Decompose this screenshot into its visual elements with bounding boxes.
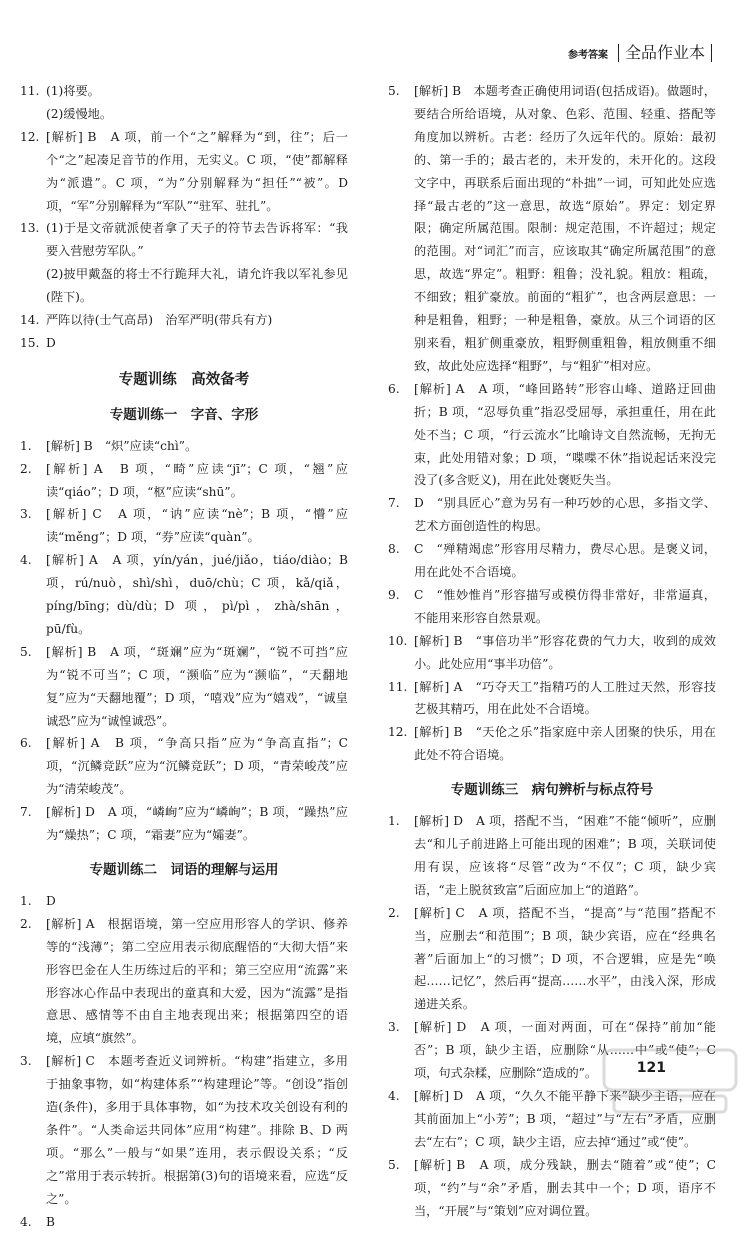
item-text: [解析] A A 项，yín/yán，jué/jiǎo，tiáo/diào；B 项，rú/nuò，shì/shì，duō/chù；C 项，kǎ/qiǎ，píng/bīng；dù/dù；D 项，pì/pì，zhà/shān，pū/fù。	[46, 553, 348, 636]
section-heading: 专题训练一 字音、字形	[109, 406, 259, 423]
item-number: 11.	[20, 84, 40, 98]
item-text: [解析] D A 项，“久久不能平静下来”缺少主语，应在其前面加上“小芳”；B 项，“超过”与“左右”矛盾，应删去“左右”；C 项，缺少主语，应去掉“通过”或“使”。	[414, 1088, 716, 1149]
item-text: (2)披甲戴盔的将士不行跪拜大礼，请允许我以军礼参见(陛下)。	[46, 267, 348, 305]
item-text: [解析] B A 项，“斑斓”应为“斑斓”，“锐不可挡”应为“锐不可当”；C 项，“濒临”应为“濒临”，“天翻地复”应为“天翻地覆”；D 项，“嘻戏”应为“嬉戏”，“诚皇诚恐”应为“诚惶诚恐”。	[46, 644, 348, 728]
item-number: 13.	[20, 221, 40, 236]
answer-item	[388, 721, 716, 767]
item-number: 9.	[388, 587, 400, 602]
answer-item	[20, 103, 348, 126]
answer-item	[20, 890, 348, 913]
item-text: D	[46, 893, 56, 908]
item-number: 15.	[20, 335, 40, 350]
item-number: 1.	[388, 814, 400, 829]
left-column	[20, 80, 348, 1234]
section-heading: 专题训练二 词语的理解与运用	[89, 862, 279, 878]
item-text: C “殚精竭虑”形容用尽精力，费尽心思。是褒义词，用在此处不合语境。	[414, 542, 716, 580]
item-number: 3.	[388, 1020, 400, 1035]
item-number: 10.	[388, 633, 408, 648]
answer-item	[388, 630, 716, 676]
item-number: 6.	[388, 381, 400, 396]
item-text: [解析] B 本题考查正确使用词语(包括成语)。做题时，要结合所给语境，从对象、色彩、范围、轻重、搭配等角度加以辨析。古老：经历了久远年代的。原始：最初的、第一手的；最古老的，未开发的，未开化的。这段文字中，再联系后面出现的“朴拙”一词，可知此处应选择“最古老的”这一意思，故选“原始”。界定：划定界限；确定所属范围。限制：规定范围，不许超过；规定的范围。对“词汇”而言，应该取其“确定所属范围”的意思，故选“界定”。粗野：粗鲁；没礼貌。粗放：粗疏，不细致；粗犷豪放。前面的“粗犷”，也含两层意思：一种是粗鲁，粗野；一种是粗鲁，豪放。从三个词语的区别来看，粗犷侧重豪放，粗野侧重粗鲁，粗放侧重不细致，故此处应选择“粗野”，与“粗犷”相对应。	[414, 84, 716, 373]
item-text: [解析] D A 项，一面对两面，可在“保持”前加“能否”；B 项，缺少主语，应删除“从……中”或“使”；C 项，句式杂糅，应删除“造成的”。	[414, 1020, 716, 1081]
answer-item	[20, 1050, 348, 1210]
item-text: [解析] A 根据语境，第一空应用形容人的学识、修养等的“浅薄”；第二空应用表示彻底醒悟的“大彻大悟”来形容巴金在人生历练过后的平和；第三空应用“流露”来形容冰心作品中表现出的童真和大爱，因为“流露”是指意思、感情等不由自主地表现出来；根据第四空的语境，应填“旗然”。	[46, 916, 348, 1046]
answer-item	[388, 1154, 716, 1223]
answer-item	[388, 538, 716, 584]
item-number: 4.	[20, 553, 32, 568]
item-number: 5.	[20, 644, 32, 659]
item-text: [解析] C 本题考查近义词辨析。“构建”指建立，多用于抽象事物，如“构建体系”“构建理论”等。“创设”指创造(条件)，多用于具体事物，如“为技术攻关创设有利的条件”。“人类命运共同体”应用“构建”。排除 B、D 两项。“那么”一般与“如果”连用，表示假设关系；“反之”常用于表示转折。根据第(3)句的语境来看，应选“反之”。	[46, 1054, 348, 1206]
item-text: [解析] B “事倍功半”形容花费的气力大，收到的成效小。此处应用“事半功倍”。	[414, 633, 716, 671]
item-text: [解析] C A 项，搭配不当，“提高”与“范围”搭配不当，应删去“和范围”；B 项，缺少宾语，应在“经典名著”后面加上“的习惯”；D 项，不合逻辑，应是先“唤起……记忆”，然后再“提高……水平”，由浅入深，形成递进关系。	[414, 905, 716, 1012]
item-number: 8.	[388, 542, 400, 557]
item-number: 2.	[20, 916, 32, 931]
running-header	[568, 44, 712, 62]
answer-item	[20, 458, 348, 504]
item-number: 11.	[388, 679, 408, 694]
answer-item	[20, 332, 348, 355]
watermark-logo	[600, 1044, 740, 1118]
section-heading: 专题训练 高效备考	[118, 371, 250, 388]
item-number: 7.	[20, 805, 32, 820]
item-number: 3.	[20, 507, 32, 522]
answer-item	[20, 641, 348, 733]
item-number: 4.	[20, 1214, 32, 1229]
answer-item	[388, 676, 716, 722]
item-text: (1)于是文帝就派使者拿了天子的符节去告诉将军：“我要入营慰劳军队。”	[46, 221, 348, 259]
item-number: 2.	[388, 905, 400, 920]
item-number: 12.	[388, 725, 408, 740]
item-text: [解析] D A 项，搭配不当，“困难”不能“倾听”，应删去“和儿子前进路上可能出现的困难”；B 项，关联词使用有误，应该将“尽管”改为“不仅”；C 项，缺少宾语，“走上脱贫致富”后面应加上“的道路”。	[414, 814, 716, 897]
item-number: 6.	[20, 736, 32, 751]
answer-item	[388, 584, 716, 630]
item-number: 2.	[20, 461, 32, 476]
answer-item	[20, 435, 348, 458]
item-text: [解析] A A 项，“峰回路转”形容山峰、道路迂回曲折；B 项，“忍辱负重”指忍受屈辱，承担重任，用在此处不当；C 项，“行云流水”比喻诗文自然流畅，无拘无束，此处用错对象；D 项，“喋喋不休”指说起话来没完没了(多含贬义)，用在此处褒贬失当。	[414, 381, 716, 488]
item-number: 3.	[20, 1054, 32, 1069]
answer-item	[388, 492, 716, 538]
answer-item	[20, 732, 348, 801]
item-number: 5.	[388, 84, 400, 98]
item-text: D “别具匠心”意为另有一种巧妙的心思，多指文学、艺术方面创造性的构思。	[414, 496, 716, 534]
item-number: 1.	[20, 893, 32, 908]
item-number: 4.	[388, 1088, 400, 1103]
answer-item	[388, 810, 716, 902]
item-number: 1.	[20, 438, 32, 453]
answer-item	[20, 913, 348, 1050]
item-text: [解析] A B 项，“畸”应读“jī”；C 项，“翘”应读“qiáo”；D 项，“枢”应读“shū”。	[46, 461, 348, 499]
item-text: [解析] A “巧夺天工”指精巧的人工胜过天然，形容技艺极其精巧，用在此处不合语境。	[414, 679, 716, 717]
item-text: [解析] B “天伦之乐”指家庭中亲人团聚的快乐，用在此处不符合语境。	[414, 725, 716, 763]
section-heading: 专题训练三 病句辨析与标点符号	[450, 782, 654, 799]
header-answer-label: 参考答案	[567, 49, 608, 61]
answer-item	[20, 309, 348, 332]
item-text: [解析] B A 项，成分残缺，删去“随着”或“使”；C 项，“约”与“余”矛盾，删去其中一个；D 项，语序不当，“开展”与“策划”应对调位置。	[414, 1157, 716, 1218]
item-text: (2)缓慢地。	[46, 106, 113, 121]
item-text: [解析] C A 项，“讷”应读“nè”；B 项，“懵”应读“měng”；D 项，“券”应读“quàn”。	[46, 507, 348, 545]
item-text: [解析] B “炽”应读“chì”。	[46, 438, 198, 453]
item-number: 5.	[388, 1157, 400, 1172]
item-number: 7.	[388, 496, 400, 511]
item-text: B	[46, 1214, 55, 1229]
item-text: (1)将要。	[46, 84, 100, 98]
item-text: C “惟妙惟肖”形容描写或模仿得非常好，非常逼真，不能用来形容自然景观。	[414, 587, 716, 625]
answer-item	[20, 80, 348, 103]
answer-item	[20, 217, 348, 263]
item-number: 12.	[20, 129, 40, 144]
answer-item	[388, 80, 716, 378]
answer-item	[20, 801, 348, 847]
page-number: 121	[636, 1060, 666, 1076]
answer-item	[388, 902, 716, 1017]
item-text: [解析] A B 项，“争高只指”应为“争高直指”；C 项，“沉鳞竞跃”应为“沉鳞竞跃”；D 项，“青荣峻茂”应为“清荣峻茂”。	[46, 736, 348, 797]
item-number: 14.	[20, 313, 40, 328]
answer-item	[20, 263, 348, 309]
answer-item	[20, 1211, 348, 1234]
item-text: 严阵以待(士气高昂) 治军严明(带兵有方)	[46, 313, 273, 328]
item-text: [解析] B A 项，前一个“之”解释为“到，往”；后一个“之”起凑足音节的作用，无实义。C 项，“使”都解释为“派遣”。C 项，“为”分别解释为“担任”“被”。D 项，“军”分别解释为“军队”“驻军、驻扎”。	[46, 129, 348, 213]
item-text: D	[46, 335, 56, 350]
item-text: [解析] D A 项，“嶙峋”应为“嶙峋”；B 项，“躁热”应为“燥热”；C 项，“霜妻”应为“孀妻”。	[46, 805, 348, 843]
answer-item	[20, 549, 348, 641]
header-brand: 全品作业本	[618, 44, 712, 62]
answer-item	[388, 378, 716, 493]
answer-item	[20, 503, 348, 549]
answer-item	[20, 126, 348, 218]
